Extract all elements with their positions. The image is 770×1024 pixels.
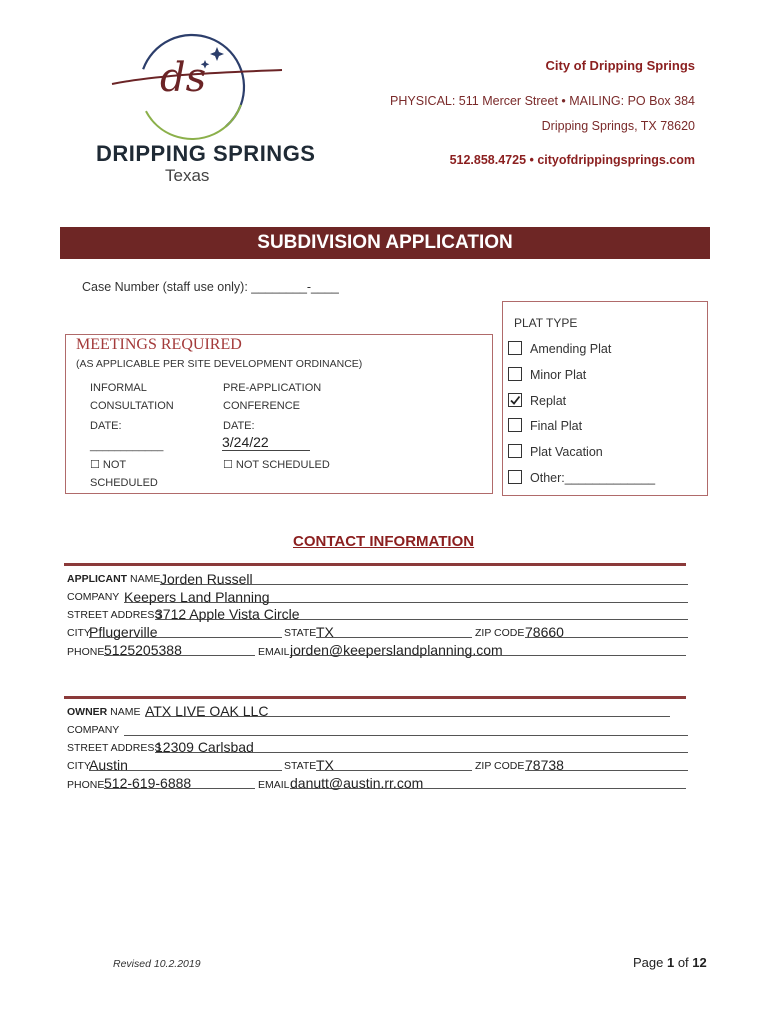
owner-rule xyxy=(64,696,686,699)
owner-zip-label: ZIP CODE xyxy=(475,760,525,772)
plat-checkbox-other[interactable] xyxy=(508,470,522,484)
preapp-label-1: PRE-APPLICATION xyxy=(223,382,322,394)
applicant-street-field[interactable]: 3712 Apple Vista Circle xyxy=(155,606,688,620)
applicant-phone-label: PHONE xyxy=(67,646,105,658)
owner-name-field[interactable]: ATX LIVE OAK LLC xyxy=(145,703,670,717)
applicant-state-label: STATE xyxy=(284,627,317,639)
contact-title: CONTACT INFORMATION xyxy=(293,533,475,550)
informal-not-scheduled[interactable]: ☐ NOT xyxy=(90,459,127,471)
case-number: Case Number (staff use only): ________-____ xyxy=(82,280,339,294)
meetings-subtitle: (AS APPLICABLE PER SITE DEVELOPMENT ORDINANCE) xyxy=(76,358,363,370)
logo-name: DRIPPING SPRINGS xyxy=(96,141,316,166)
plat-checkbox-vacation[interactable] xyxy=(508,444,522,458)
owner-phone-label: PHONE xyxy=(67,779,105,791)
owner-phone-field[interactable]: 512-619-6888 xyxy=(104,775,255,789)
plat-label-minor: Minor Plat xyxy=(530,368,587,382)
preapp-date-field[interactable]: 3/24/22 xyxy=(222,434,310,451)
applicant-zip-label: ZIP CODE xyxy=(475,627,525,639)
owner-street-label: STREET ADDRESS xyxy=(67,742,162,754)
informal-not-scheduled-2: SCHEDULED xyxy=(90,477,158,489)
plat-label-vacation: Plat Vacation xyxy=(530,445,603,459)
header-phone-web: 512.858.4725 • cityofdrippingsprings.com xyxy=(449,153,695,167)
applicant-company-field[interactable]: Keepers Land Planning xyxy=(124,589,688,603)
informal-date-field[interactable]: ____________ xyxy=(90,440,164,452)
applicant-street-label: STREET ADDRESS xyxy=(67,609,162,621)
applicant-name-label: APPLICANT NAME xyxy=(67,573,161,585)
logo-monogram: ds xyxy=(160,55,207,101)
informal-date-label: DATE: xyxy=(90,420,122,432)
plat-label-amending: Amending Plat xyxy=(530,342,612,356)
check-icon xyxy=(509,394,521,406)
plat-checkbox-minor[interactable] xyxy=(508,367,522,381)
owner-email-label: EMAIL xyxy=(258,779,290,791)
preapp-not-scheduled[interactable]: ☐ NOT SCHEDULED xyxy=(223,459,330,471)
applicant-city-label: CITY xyxy=(67,627,91,639)
owner-street-field[interactable]: 12309 Carlsbad xyxy=(155,739,688,753)
applicant-name-field[interactable]: Jorden Russell xyxy=(160,571,688,585)
applicant-state-field[interactable]: TX xyxy=(316,624,472,638)
owner-email-field[interactable]: danutt@austin.rr.com xyxy=(290,775,686,789)
plat-label-other: Other:_____________ xyxy=(530,471,656,485)
page-number: Page 1 of 12 xyxy=(633,955,707,970)
applicant-email-label: EMAIL xyxy=(258,646,290,658)
meetings-title: MEETINGS REQUIRED xyxy=(76,336,242,353)
applicant-city-field[interactable]: Pflugerville xyxy=(89,624,282,638)
owner-state-label: STATE xyxy=(284,760,317,772)
plat-checkbox-replat[interactable] xyxy=(508,393,522,407)
informal-label-2: CONSULTATION xyxy=(90,400,174,412)
plat-checkbox-final[interactable] xyxy=(508,418,522,432)
applicant-phone-field[interactable]: 5125205388 xyxy=(104,642,255,656)
applicant-rule xyxy=(64,563,686,566)
header-citystate: Dripping Springs, TX 78620 xyxy=(541,119,695,133)
plat-checkbox-amending[interactable] xyxy=(508,341,522,355)
header-city: City of Dripping Springs xyxy=(545,58,695,73)
form-title: SUBDIVISION APPLICATION xyxy=(60,227,710,259)
applicant-email-field[interactable]: jorden@keeperslandplanning.com xyxy=(290,642,686,656)
applicant-zip-field[interactable]: 78660 xyxy=(525,624,688,638)
informal-label-1: INFORMAL xyxy=(90,382,147,394)
revised-date: Revised 10.2.2019 xyxy=(113,958,201,970)
plat-type-title: PLAT TYPE xyxy=(514,316,578,330)
plat-label-replat: Replat xyxy=(530,394,567,408)
preapp-date-label: DATE: xyxy=(223,420,255,432)
owner-state-field[interactable]: TX xyxy=(316,757,472,771)
owner-city-label: CITY xyxy=(67,760,91,772)
owner-zip-field[interactable]: 78738 xyxy=(525,757,688,771)
logo-state: Texas xyxy=(165,166,210,185)
owner-city-field[interactable]: Austin xyxy=(89,757,282,771)
header-address: PHYSICAL: 511 Mercer Street • MAILING: PO Box 384 xyxy=(390,94,695,108)
preapp-label-2: CONFERENCE xyxy=(223,400,301,412)
owner-name-label: OWNER NAME xyxy=(67,706,141,718)
owner-company-field[interactable] xyxy=(124,722,688,736)
owner-company-label: COMPANY xyxy=(67,724,120,736)
plat-label-final: Final Plat xyxy=(530,419,583,433)
applicant-company-label: COMPANY xyxy=(67,591,120,603)
